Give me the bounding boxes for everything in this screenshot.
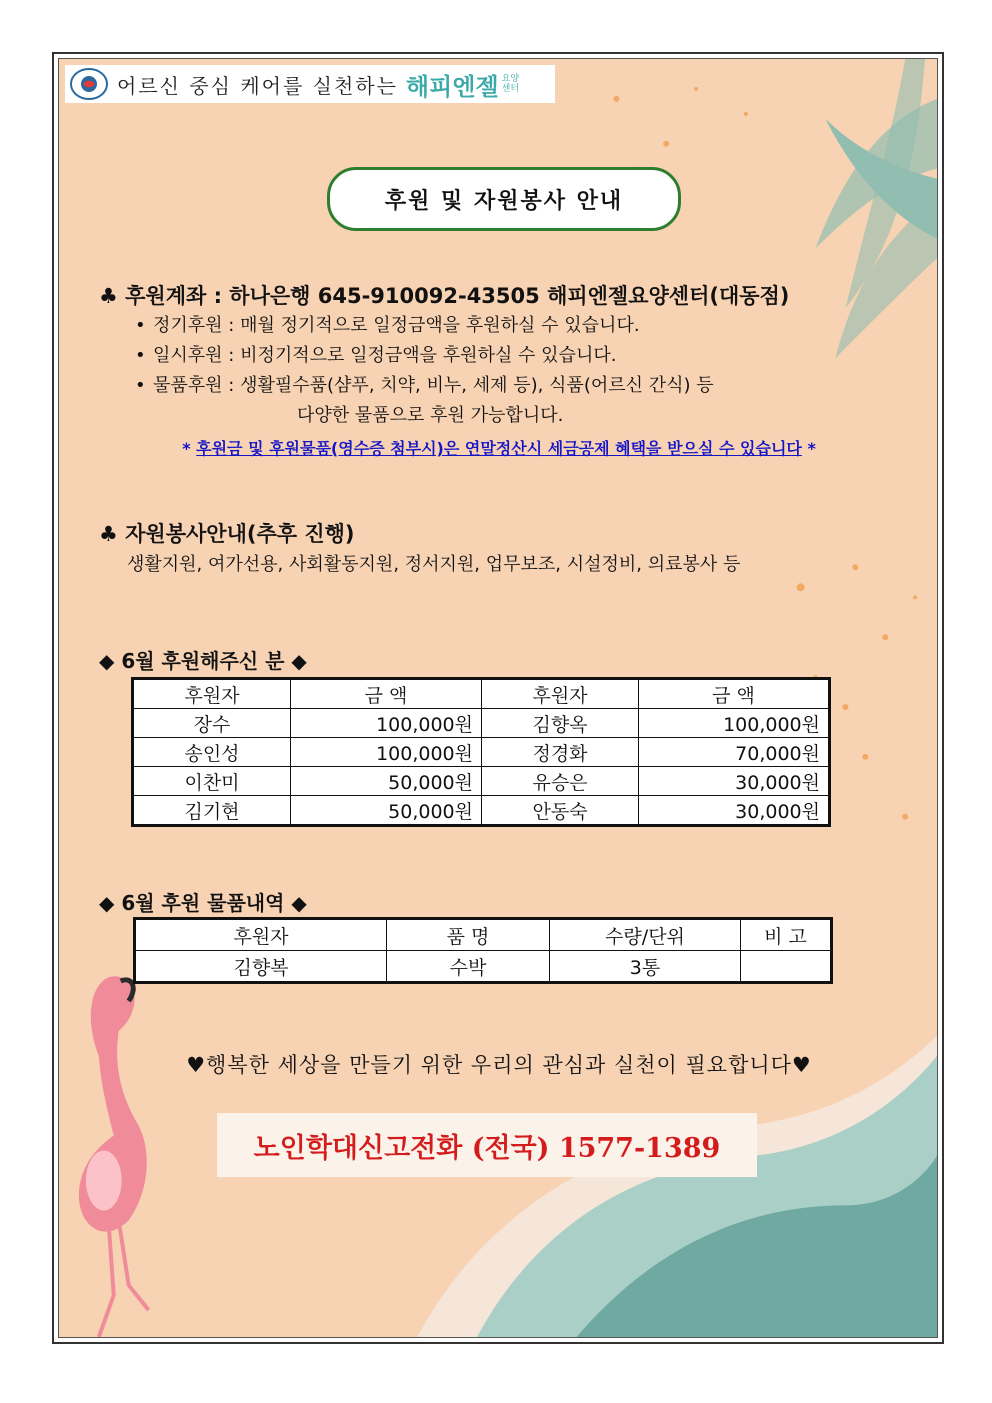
header-cell: 후원자 xyxy=(482,679,639,709)
donor-amount: 100,000원 xyxy=(291,709,482,738)
header-bar xyxy=(65,65,555,103)
brand-sub-line: 센터 xyxy=(501,84,520,94)
table-row xyxy=(133,738,830,767)
account-line xyxy=(99,281,899,311)
bullet-text: 생활필수품(샴푸, 치약, 비누, 세제 등), 식품(어르신 간식) 등 xyxy=(240,375,714,396)
header-cell: 후원자 xyxy=(135,919,387,951)
header-cell: 비 고 xyxy=(741,919,832,951)
poster xyxy=(58,58,938,1338)
goods-remark xyxy=(741,951,832,983)
donors-title: ◆ 6월 후원해주신 분 ◆ xyxy=(99,649,307,673)
bullet-icon: • xyxy=(135,375,146,396)
table-row xyxy=(133,767,830,796)
org-emblem-icon xyxy=(69,67,109,101)
table-header-row xyxy=(133,679,830,709)
donor-name: 장수 xyxy=(133,709,291,738)
donor-amount: 100,000원 xyxy=(639,709,830,738)
donor-name: 안동숙 xyxy=(482,796,639,826)
page-frame xyxy=(52,52,944,1344)
donor-amount: 100,000원 xyxy=(291,738,482,767)
header-tagline: 어르신 중심 케어를 실천하는 xyxy=(117,73,398,98)
hotline-banner: 노인학대신고전화 (전국) 1577-1389 xyxy=(217,1113,757,1177)
flamingo-icon xyxy=(79,976,149,1337)
brand-sub xyxy=(502,74,519,94)
goods-donor: 김향복 xyxy=(135,951,387,983)
bullet-label: 정기후원 : xyxy=(153,315,235,336)
donor-name: 김기현 xyxy=(133,796,291,826)
note-star: * xyxy=(182,439,191,458)
donor-name: 이찬미 xyxy=(133,767,291,796)
goods-item: 수박 xyxy=(387,951,550,983)
donor-amount: 30,000원 xyxy=(639,767,830,796)
brand-logo xyxy=(406,67,519,102)
donor-name: 정경화 xyxy=(482,738,639,767)
bullet-icon: • xyxy=(135,315,146,336)
table-row xyxy=(135,951,832,983)
donor-name: 김향옥 xyxy=(482,709,639,738)
donor-name: 유승은 xyxy=(482,767,639,796)
donor-name: 송인성 xyxy=(133,738,291,767)
table-row xyxy=(133,796,830,826)
brand-name: 해피엔젤 xyxy=(405,72,499,101)
volunteer-section xyxy=(99,519,899,581)
donor-amount: 50,000원 xyxy=(291,796,482,826)
goods-qty: 3통 xyxy=(550,951,741,983)
goods-table xyxy=(133,917,833,984)
page-title: 후원 및 자원봉사 안내 xyxy=(327,167,681,231)
bullet-item xyxy=(99,311,899,341)
closing-message: ♥행복한 세상을 만들기 위한 우리의 관심과 실천이 필요합니다♥ xyxy=(186,1053,812,1077)
bullet-icon: • xyxy=(135,345,146,366)
volunteer-title-line xyxy=(99,519,899,549)
note-text: 후원금 및 후원물품(영수증 첨부시)은 연말정산시 세금공제 혜택을 받으실 수 있습니다 xyxy=(196,439,802,458)
header-cell: 품 명 xyxy=(387,919,550,951)
volunteer-title: 자원봉사안내(추후 진행) xyxy=(125,522,355,546)
bullet-label: 일시후원 : xyxy=(153,345,235,366)
bullet-continuation xyxy=(99,401,899,431)
tax-note xyxy=(99,433,899,465)
header-cell: 금 액 xyxy=(291,679,482,709)
donor-amount: 30,000원 xyxy=(639,796,830,826)
bullet-text: 비정기적으로 일정금액을 후원하실 수 있습니다. xyxy=(240,345,617,366)
donor-amount: 70,000원 xyxy=(639,738,830,767)
note-star: * xyxy=(807,439,816,458)
volunteer-list: 생활지원, 여가선용, 사회활동지원, 정서지원, 업무보조, 시설정비, 의료봉사 등 xyxy=(127,554,741,575)
club-icon: ♣ xyxy=(99,522,118,546)
header-cell: 후원자 xyxy=(133,679,291,709)
bullet-text: 매월 정기적으로 일정금액을 후원하실 수 있습니다. xyxy=(240,315,640,336)
goods-title: ◆ 6월 후원 물품내역 ◆ xyxy=(99,891,307,915)
table-row xyxy=(133,709,830,738)
bullet-item xyxy=(99,341,899,371)
bullet-label: 물품후원 : xyxy=(153,375,235,396)
sponsor-section xyxy=(99,281,899,465)
brand-sub-line: 요양 xyxy=(501,74,520,84)
account-text: 후원계좌 : 하나은행 645-910092-43505 해피엔젤요양센터(대동점) xyxy=(125,284,790,308)
header-cell: 수량/단위 xyxy=(550,919,741,951)
bullet-item xyxy=(99,371,899,401)
header-cell: 금 액 xyxy=(639,679,830,709)
donors-table xyxy=(131,677,831,827)
bullet-cont-text: 다양한 물품으로 후원 가능합니다. xyxy=(297,405,564,426)
table-header-row xyxy=(135,919,832,951)
donor-amount: 50,000원 xyxy=(291,767,482,796)
club-icon: ♣ xyxy=(99,284,118,308)
